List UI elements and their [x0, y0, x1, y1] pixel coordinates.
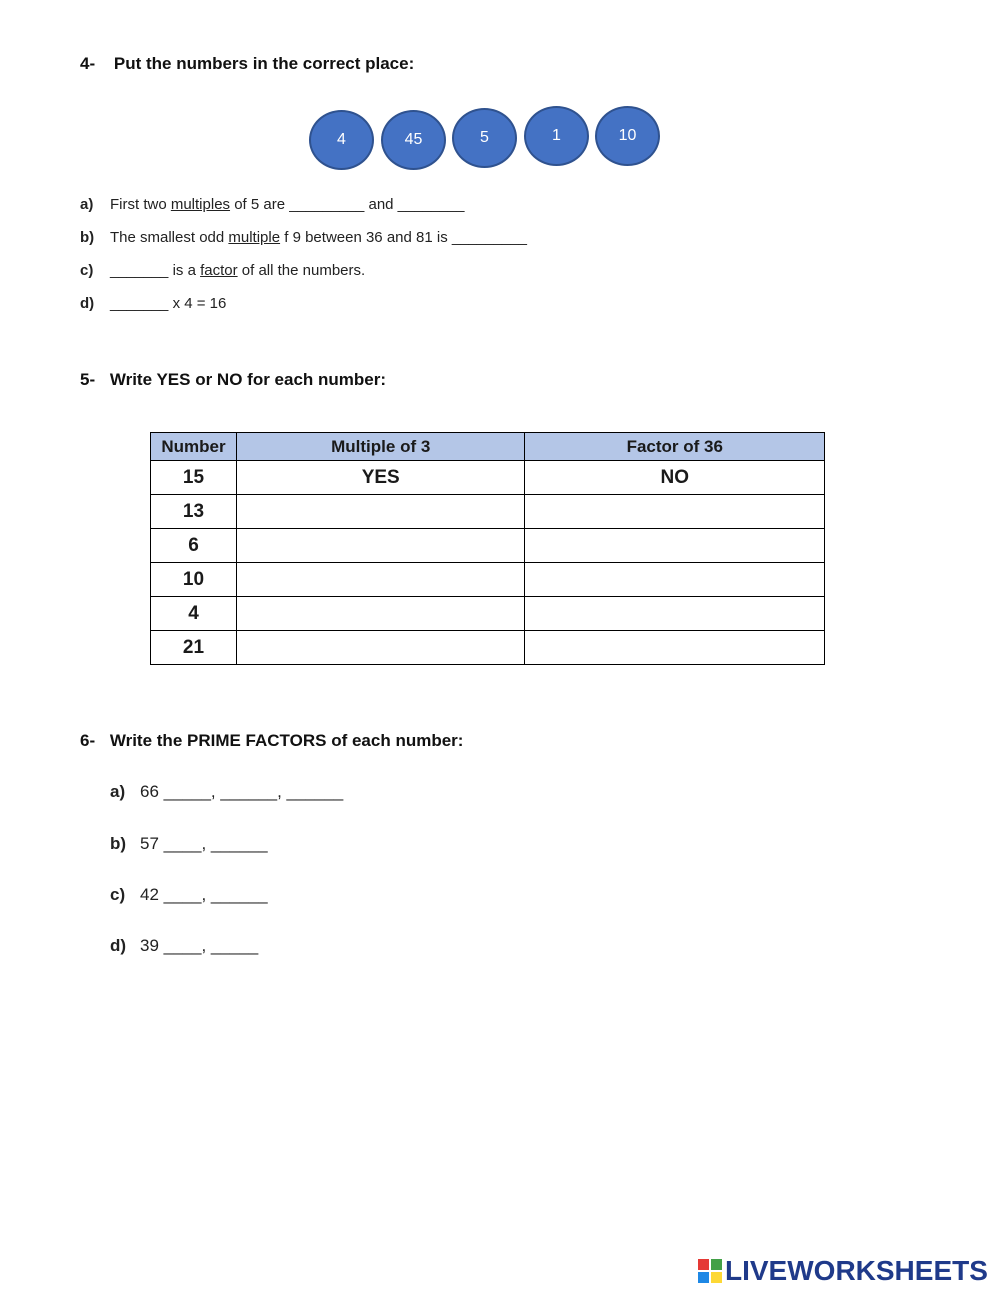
q6-title: Write the PRIME FACTORS of each number: — [109, 731, 464, 750]
underlined-term: factor — [200, 262, 238, 279]
item-text-pre: The smallest odd — [110, 229, 229, 246]
item-label: b) — [110, 834, 127, 853]
prime-factors-answer[interactable]: 66 _____, ______, ______ — [140, 782, 344, 801]
number-cell: 4 — [151, 597, 237, 631]
factor-cell[interactable] — [525, 597, 825, 631]
multiple-cell[interactable] — [236, 631, 525, 665]
multiple-cell[interactable]: YES — [236, 461, 525, 495]
item-text-pre: First two — [110, 196, 171, 213]
q6-heading — [80, 731, 463, 751]
number-cell: 15 — [151, 461, 237, 495]
q4-number: 4- — [80, 54, 96, 73]
header-multiple-of-3: Multiple of 3 — [236, 433, 525, 461]
number-cell: 10 — [151, 563, 237, 597]
q6-number: 6- — [80, 731, 96, 750]
factor-cell[interactable]: NO — [525, 461, 825, 495]
number-bubble[interactable]: 10 — [595, 106, 660, 166]
item-text-pre[interactable]: _______ x 4 = 16 — [110, 295, 227, 312]
number-bubble[interactable]: 5 — [452, 108, 517, 168]
q4-title: Put the numbers in the correct place: — [113, 54, 415, 73]
underlined-term: multiple — [228, 229, 281, 246]
multiple-cell[interactable] — [236, 529, 525, 563]
prime-factors-answer[interactable]: 42 ____, ______ — [140, 885, 268, 904]
q4-heading — [80, 54, 414, 74]
number-cell: 13 — [151, 495, 237, 529]
item-label: b) — [80, 229, 95, 246]
item-label: a) — [80, 196, 94, 213]
factor-cell[interactable] — [525, 563, 825, 597]
factor-cell[interactable] — [525, 631, 825, 665]
number-cell: 6 — [151, 529, 237, 563]
q5-title: Write YES or NO for each number: — [109, 370, 387, 389]
number-bubble[interactable]: 1 — [524, 106, 589, 166]
prime-factors-answer[interactable]: 57 ____, ______ — [140, 834, 268, 853]
table-row — [151, 563, 825, 597]
multiple-cell[interactable] — [236, 597, 525, 631]
q5-number: 5- — [80, 370, 96, 389]
header-factor-of-36: Factor of 36 — [525, 433, 825, 461]
item-text-pre[interactable]: _______ is a — [110, 262, 201, 279]
logo-text: LIVEWORKSHEETS — [725, 1255, 988, 1286]
logo-mark-icon — [698, 1259, 722, 1283]
item-text — [110, 262, 365, 279]
prime-factors-answer[interactable]: 39 ____, _____ — [140, 936, 259, 955]
item-text-post: of all the numbers. — [237, 262, 366, 279]
factor-cell[interactable] — [525, 529, 825, 563]
item-text — [110, 196, 464, 213]
table-row — [151, 631, 825, 665]
table-row — [151, 461, 825, 495]
number-bubble[interactable]: 4 — [309, 110, 374, 170]
number-cell: 21 — [151, 631, 237, 665]
table-row — [151, 529, 825, 563]
item-text — [110, 229, 527, 246]
underlined-term: multiples — [170, 196, 231, 213]
item-label: c) — [80, 262, 94, 279]
table-header-row — [151, 433, 825, 461]
number-bubble[interactable]: 45 — [381, 110, 446, 170]
yes-no-table — [150, 432, 825, 665]
header-number: Number — [151, 433, 237, 461]
factor-cell[interactable] — [525, 495, 825, 529]
item-label: d) — [80, 295, 95, 312]
item-label: c) — [110, 885, 126, 904]
item-text-post[interactable]: of 5 are _________ and ________ — [230, 196, 465, 213]
item-label: a) — [110, 782, 126, 801]
q5-heading — [80, 370, 386, 390]
table-row — [151, 495, 825, 529]
item-text-post[interactable]: f 9 between 36 and 81 is _________ — [280, 229, 527, 246]
multiple-cell[interactable] — [236, 495, 525, 529]
item-label: d) — [110, 936, 127, 955]
multiple-cell[interactable] — [236, 563, 525, 597]
liveworksheets-logo — [698, 1254, 988, 1288]
item-text — [110, 295, 226, 312]
table-row — [151, 597, 825, 631]
